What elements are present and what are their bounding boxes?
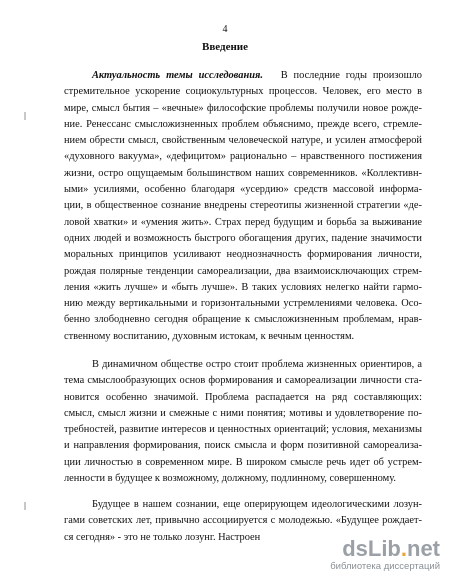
paragraph-relevance [64,68,422,345]
paragraph-line: ции, в общественное сознание внедрены стереотипы жизненной стратегии «де- [64,200,422,212]
paragraph-line: нием обрести смысл, свойственным человеческой натуре, и усилен атмосферой [64,135,422,147]
paragraph-line: ции личностью в современном мире. В широком смысле речь идет об устрем- [64,456,422,468]
paragraph-line: моральных принципов усиливают неоднозначность формирования личности, [64,249,422,261]
paragraph-line: новится особенно значимой. Проблема распадается на ряд составляющих: [64,391,422,403]
paragraph-line: ыми» усилиями, особенно благодаря «усердию» средств массовой информа- [64,184,422,196]
paragraph-line: ние. Ренессанс смысложизненных проблем объяснимо, прежде всего, стремле- [64,118,422,130]
dslib-watermark [320,537,440,577]
paragraph-line: нию между вертикальными и горизонтальными устремлениями человека. Осо- [64,298,422,310]
paragraph-line: ленности в будущее к возможному, должному, подлинному, совершенному. [64,473,396,485]
paragraph-line: «духовного вакуума», «дефицитом» рационально – нравственного постижения [64,151,422,163]
paragraph-line: смысл, смысл жизни и смежные с ними понятия; мотивы и удовлетворение по- [64,407,422,419]
dslib-logo: dsLib.net [342,536,440,561]
paragraph-line: ления «жить лучше» и «быть лучше». В таких условиях нелегко найти гармо- [64,281,422,293]
page-number: 4 [222,24,228,35]
lead-phrase: Актуальность темы исследования. [92,70,263,81]
watermark-subtitle: библиотека диссертаций [330,561,440,572]
paragraph-line: ся сегодня» - это не только лозунг. Настроен [64,531,261,543]
margin-mark [24,112,26,120]
section-title: Введение [201,41,249,53]
paragraph-line: Актуальность темы исследования. В последние годы произошло [92,70,422,81]
paragraph-line: ственному воспитанию, духовным истокам, к вечным ценностям. [64,330,355,342]
paragraph-line: одних людей и возможность быстрого обогащения других, падение значимости [64,232,422,244]
paragraph-line: ловой хватки» и «умения жить». Страх перед будущим и борьба за выживание [64,216,422,228]
paragraph-line: Будущее в нашем сознании, еще оперирующем идеологическими лозун- [92,499,422,510]
paragraph-line: бенно злободневно сегодня обращение к смысложизненным проблемам, нрав- [64,314,422,326]
paragraph-line: В динамичном обществе остро стоит проблема жизненных ориентиров, а [92,359,422,370]
paragraph-line: рождая полярные тенденции самореализации, два взаимоисключающих стрем- [64,265,422,277]
paragraph-line: жизни, остро ощущаемым большинством наших современников. «Коллективн- [64,167,422,179]
paragraph-line: мире, смысл бытия – «вечные» философские проблемы получили новое рожде- [64,102,422,114]
paragraph-line: гами советских лет, привычно ассоциируется с молодежью. «Будущее рождает- [64,515,422,527]
paragraph-line: тема смыслообразующих основ формирования и самореализации личности ста- [64,375,422,387]
margin-mark [24,502,26,510]
paragraph-orientation [64,357,422,487]
paragraph-line: стремительное ускорение социокультурных процессов. Человек, его место в [64,86,422,98]
paragraph-line: и направления формирования, поиск смысла и форм позитивной самореализа- [64,440,422,452]
paragraph-line: требностей, развитие интересов и ценностных ориентаций; условия, механизмы [64,424,422,436]
